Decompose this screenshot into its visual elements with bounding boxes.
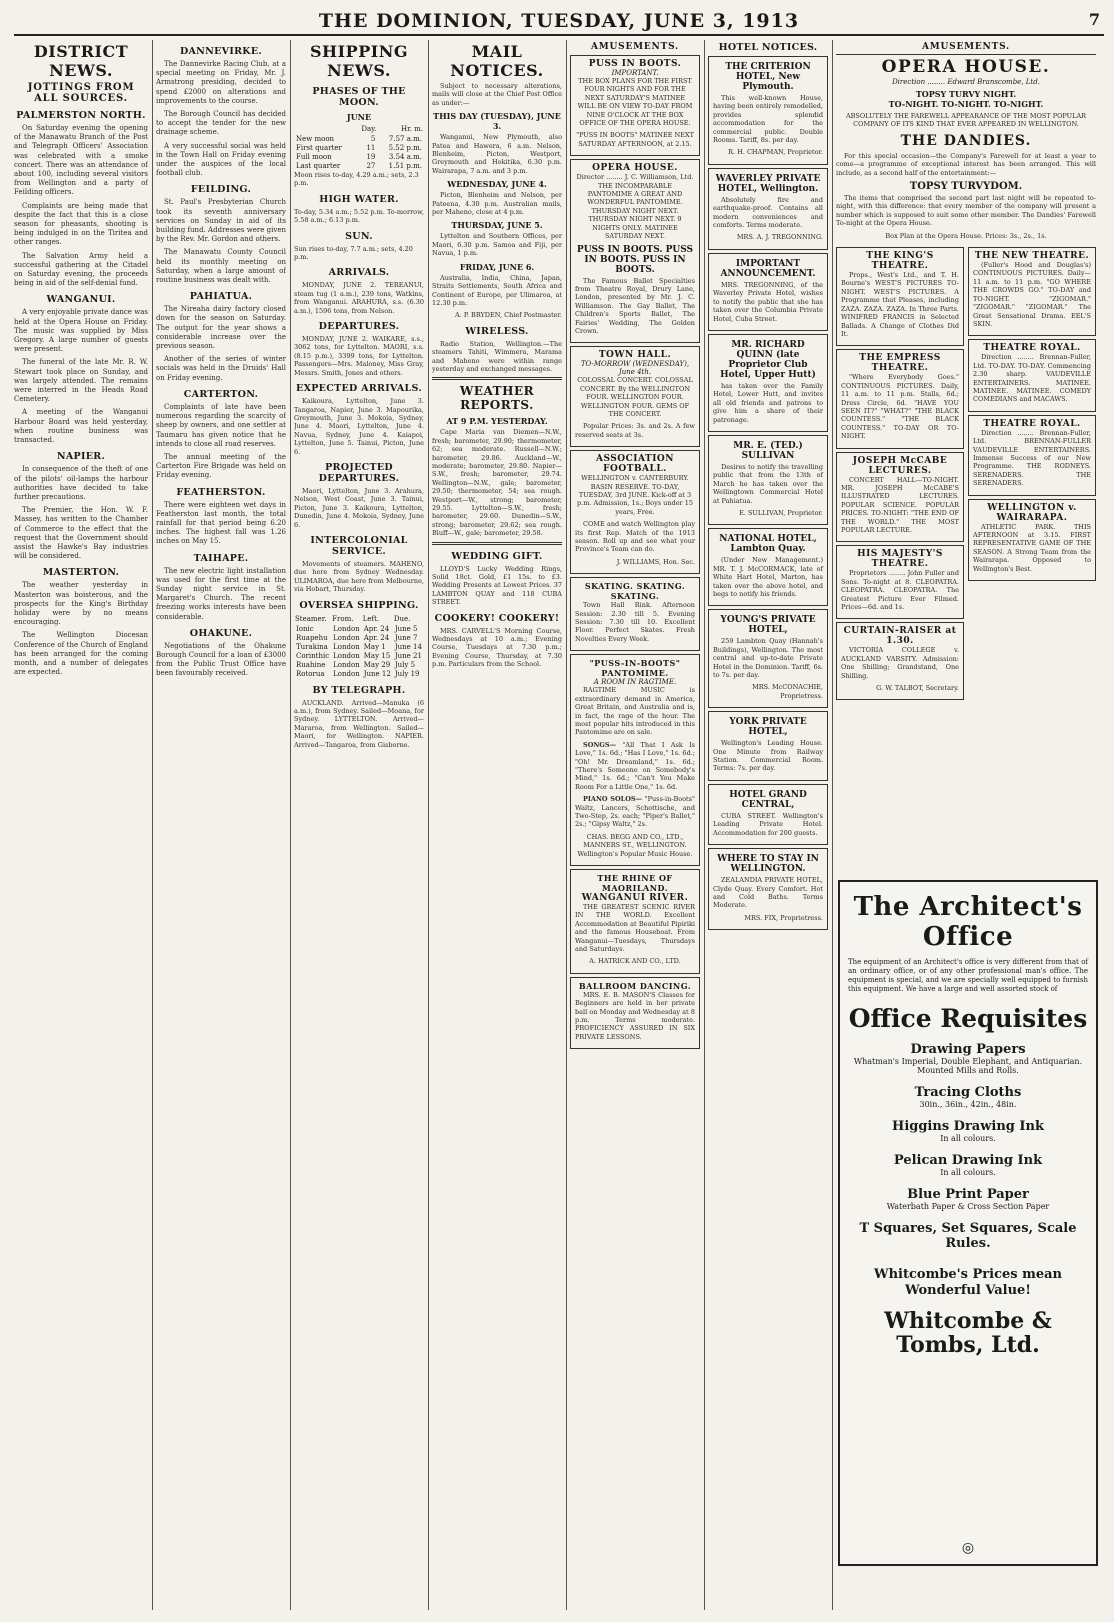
amusements-heading: AMUSEMENTS.	[590, 42, 679, 52]
opera-block	[570, 159, 700, 343]
architect-foot-mark: ◎	[961, 1540, 975, 1556]
hotel-text: This well-known House, having been entirely remodelled, provides splendid accommodation for the commercial public. Double Rooms. Tariff, 8s. per day.	[713, 94, 823, 145]
piano	[575, 795, 695, 829]
town-hall-more: Popular Prices: 3s. and 2s. A few reserved seats at 3s.	[575, 422, 695, 439]
theatre-ad	[836, 452, 964, 543]
opera-farewell: ABSOLUTELY THE FAREWELL APPEARANCE OF THE MOST POPULAR COMPANY OF ITS KIND THAT EVER APPEARED IN WELLINGTON.	[845, 112, 1087, 129]
mail-day-text: Lyttelton and Southern Offices, per Maori, 6.30 p.m. Samoa and Fiji, per Navua, 1 p.m.	[432, 232, 562, 258]
overseas-cell: June 21	[394, 651, 422, 660]
moon-row	[294, 162, 424, 171]
architect-item	[840, 1042, 1096, 1075]
overseas-col-header: From.	[332, 614, 354, 623]
overseas-cell: Apr. 24	[363, 624, 390, 633]
architect-item-sub: Waterbath Paper & Cross Section Paper	[886, 1202, 1050, 1211]
overseas-col-header: Steamer.	[295, 614, 327, 623]
town-hall-text: COLOSSAL CONCERT. COLOSSAL CONCERT. By the WELLINGTON FOUR. WELLINGTON FOUR. WELLINGTON FOUR. GEMS OF THE CONCERT.	[577, 376, 693, 418]
hotel-name: HOTEL GRAND CENTRAL,	[729, 789, 807, 810]
section-title: PAHIATUA.	[189, 291, 253, 303]
theatre-text: Direction ........ Brennan-Fuller, Ltd. BRENNAN-FULLER VAUDEVILLE ENTERTAINERS. Immense Success of our New Programme. THE RODNEYS. SERENADERS. THE SERENADERS.	[973, 428, 1091, 488]
hotel-name: IMPORTANT ANNOUNCEMENT.	[720, 258, 816, 279]
overseas-title: OVERSEA SHIPPING.	[299, 599, 419, 611]
architect-title: The Architect's Office	[853, 892, 1083, 952]
opera-block-text: Director ........ J. C. Williamson, Ltd. THE INCOMPARABLE PANTOMIME A GREAT AND WONDERFUL PANTOMIME. THURSDAY NIGHT NEXT. THURSDAY NIGHT NEXT. 9 NIGHTS ONLY. MATINEE SATURDAY NEXT.	[576, 173, 694, 241]
article-paragraph: Complaints of late have been numerous regarding the scarcity of sheep by owners, and one settler at Taumaru has given notice that he intends to close all road reserves.	[156, 402, 286, 448]
theatre-text: Proprietors ........ John Fuller and Sons. To-night at 8. CLEOPATRA. CLEOPATRA. CLEOPATRA. The Greatest Picture Ever Filmed. Prices—6d. and 1s.	[841, 569, 959, 612]
hotel-sign: R. H. CHAPMAN, Proprietor.	[728, 148, 823, 157]
architect-item-main: Higgins Drawing Ink	[892, 1119, 1044, 1134]
architect-item-main: Pelican Drawing Ink	[893, 1153, 1043, 1168]
overseas-cell: Ruahine	[296, 660, 326, 669]
architect-item	[840, 1153, 1096, 1177]
architect-item	[840, 1221, 1096, 1251]
theatre-title: THEATRE ROYAL.	[983, 418, 1081, 429]
theatre-sign: G. W. TALBOT, Secretary.	[876, 684, 959, 693]
moon-row	[294, 144, 424, 153]
article-paragraph: Negotiations of the Ohakune Borough Council for a loan of £3000 from the Public Trust Office have been favourably received.	[156, 641, 286, 678]
mail-day-text: Australia, India, China, Japan, Straits Settlements, South Africa and Continent of Europe, per Ulimaroa, at 12.30 p.m.	[432, 273, 562, 307]
puss-cast: The Famous Ballet Specialties from Theatre Royal, Drury Lane, London, presented by Mr. J. C. Williamson. The Gay Ballet, The Children's Sports Ballet, The Fairies' Wedding, The Golden Crown.	[575, 276, 695, 335]
mail-day-text: Wanganui, New Plymouth, also Patea and Hawera, 6 a.m. Nelson, Blenheim, Picton, Westport, Greymouth and Hokitika, 6.30 p.m. Wairarapa, 7 a.m. and 3 p.m.	[432, 133, 562, 175]
moon-cell: Full moon	[296, 153, 332, 161]
mail-column	[432, 40, 562, 1610]
projected-title: PROJECTED DEPARTURES.	[318, 461, 400, 484]
overseas-cell: London	[333, 651, 360, 660]
telegraph-title: BY TELEGRAPH.	[312, 684, 406, 696]
telegraph: AUCKLAND. Arrived—Manuka (6 a.m.), from Sydney. Sailed—Moana, for Sydney. LYTTELTON. Arrived—Mararoa, from Wellington. Sailed—Maori, for Wellington. NAPIER. Arrived—Tangaroa, from Gisborne.	[294, 698, 424, 749]
article-paragraph: The Premier, the Hon. W. F. Massey, has written to the Chamber of Commerce to the effect that the request that the Government should assist the Hawke's Bay industries will be considered.	[14, 506, 148, 561]
theatre-column	[836, 40, 1096, 876]
overseas-cell: London	[333, 660, 360, 669]
skating-box	[570, 577, 700, 651]
theatre-ad	[968, 415, 1096, 496]
town-hall-title: TOWN HALL.	[598, 350, 672, 361]
hotel-name: MR. RICHARD QUINN (late Proprietor Club Hotel, Upper Hutt)	[720, 339, 816, 380]
theatre-text: CONCERT HALL—TO-NIGHT. MR. JOSEPH McCABE'S ILLUSTRATED LECTURES. POPULAR SCIENCE. POPULAR PRICES. TO-NIGHT: "THE END OF THE WORLD." THE MOST POPULAR LECTURE.	[841, 475, 959, 534]
town-hall-sub: TO-MORROW (WEDNESDAY), June 4th.	[580, 360, 690, 377]
overseas-cell: July 19	[394, 669, 420, 678]
theatre-title: THE NEW THEATRE.	[974, 251, 1090, 262]
section-title: FEATHERSTON.	[176, 486, 266, 498]
section-title: OHAKUNE.	[189, 627, 253, 639]
overseas-cell: July 5	[394, 660, 416, 669]
overseas-cell: Ionic	[296, 624, 314, 633]
songs-list: "All That I Ask Is Love," 1s. 6d.; "Has I Love," 1s. 6d.; "Oh! Mr. Dreamland," 1s. 6d.; "There's Someone on Somebody's Mind," 1s. 6d.; "Can't You Make Room For a Little One," 1s. 6d.	[575, 740, 695, 791]
overseas-cell: Ruapehu	[296, 633, 328, 642]
overseas-cell: London	[333, 642, 360, 651]
river-sub: WANGANUI RIVER.	[581, 893, 689, 903]
mail-day-title: WEDNESDAY, JUNE 4.	[447, 179, 547, 190]
overseas-row	[294, 643, 424, 652]
opera-plans: Box Plan at the Opera House. Prices: 3s., 2s., 1s.	[885, 231, 1047, 240]
river-text: THE GREATEST SCENIC RIVER IN THE WORLD. Excellent Accommodation at Beautiful Pipiriki and the famous Houseboat. From Wanganui—Tuesdays, Thursdays and Saturdays.	[575, 903, 695, 954]
moon-cell: New moon	[296, 135, 335, 143]
opera-line-2: TO-NIGHT. TO-NIGHT. TO-NIGHT.	[888, 99, 1044, 109]
section-title: NAPIER.	[56, 451, 106, 463]
theatre-text: (Fuller's Hood and Douglas's) CONTINUOUS PICTURES. Daily—11 a.m. to 11 p.m. "GO WHERE THE CROWDS GO." TO-DAY and TO-NIGHT. "ZIGOMAR." "ZIGOMAR." "ZIGOMAR." The Great Sensational Drama. EEL'S SKIN.	[973, 261, 1091, 328]
wedding-text: LLOYD'S Lucky Wedding Rings, Solid 18ct. Gold, £1 15s. to £3. Wedding Presents at Lowest Prices. 37 LAMBTON QUAY and 118 CUBA STREET.	[432, 564, 562, 607]
mail-days	[432, 111, 562, 307]
architect-items	[840, 1042, 1096, 1251]
hotel-text: ZEALANDIA PRIVATE HOTEL, Clyde Quay. Every Comfort. Hot and Cold Baths. Terms Moderate.	[713, 876, 823, 910]
theatre-grid	[836, 244, 1096, 703]
hotel-text: (Under New Management.) MR. T. J. McCORMACK, late of White Hart Hotel, Marton, has taken over the above hotel, and begs to notify his friends.	[713, 556, 823, 598]
football-title: ASSOCIATION FOOTBALL.	[596, 454, 674, 475]
hotel-name: NATIONAL HOTEL, Lambton Quay.	[719, 534, 817, 555]
hotel-sign: MRS. A. J. TREGONNING.	[736, 233, 823, 242]
theatre-text: VICTORIA COLLEGE v. AUCKLAND VARSITY. Admission: One Shilling; Grandstand, One Shilling.	[841, 646, 959, 680]
moon-cell: First quarter	[296, 144, 342, 152]
puss2-box	[570, 654, 700, 866]
architect-intro: The equipment of an Architect's office is very different from that of an ordinary office, or of any other professional man's office. The equipment is special, and we are specially well equipped to furnish this equipment. We have a large and well assorted stock of	[848, 958, 1088, 993]
mail-heading: MAIL NOTICES.	[450, 42, 544, 80]
overseas-cell: Corinthic	[296, 651, 330, 660]
dandies-title: THE DANDIES.	[900, 132, 1032, 149]
football-text: WELLINGTON v. CANTERBURY. BASIN RESERVE. TO-DAY, TUESDAY, 3rd JUNE. Kick-off at 3 p.m. Admission, 1s.; Boys under 15 years, Free.	[577, 474, 693, 516]
weather-text: Cape Maria van Diemen—N.W., fresh; barometer, 29.90; thermometer, 62; sea moderate. Russell—N.W.; barometer, 29.86. Auckland—W., moderate; barometer, 29.80. Napier—S.W., fresh; barometer, 29.74. Wellington—N.W., gale; barometer, 29.50; thermometer, 54; sea rough. Westport—W., strong; barometer, 29.55. Lyttelton—S.W., fresh; barometer, 29.60. Dunedin—S.W., strong; barometer, 29.62; sea rough. Bluff—W., gale; barometer, 29.58.	[432, 428, 562, 538]
intercol-title: INTERCOLONIAL SERVICE.	[310, 534, 408, 557]
article-paragraph: The Salvation Army held a successful gathering at the Citadel on Saturday evening, the proceeds being in aid of the self-denial fund.	[14, 251, 148, 288]
theatre-title: THE KING'S THEATRE.	[866, 251, 934, 272]
puss-sub: IMPORTANT.	[611, 69, 659, 77]
football-more: COME and watch Wellington play its first Rep. Match of the 1913 season. Roll up and see what your Province's Team can do.	[575, 520, 695, 554]
architect-item-main: T Squares, Set Squares, Scale Rules.	[859, 1221, 1077, 1251]
puss-matinee: "PUSS IN BOOTS" MATINEE NEXT SATURDAY AFTERNOON, at 2.15.	[576, 131, 694, 148]
theatre-ad	[836, 247, 964, 346]
overseas-cell: May 1	[363, 642, 386, 651]
district-news-column	[14, 40, 148, 1610]
hotel-text: 259 Lambton Quay (Hannah's Buildings), Wellington. The most central and up-to-date Private Hotel in the Dominion. Tariff, 6s. to 7s. per day.	[713, 637, 823, 680]
opera-director: Direction ........ Edward Branscombe, Ltd.	[892, 78, 1040, 86]
hotel-text: MRS. TREGONNING, of the Waverley Private Hotel, wishes to notify the public that she has taken over the Columbia Private Hotel, Cuba Street.	[713, 280, 823, 323]
skating-text: Town Hall Rink. Afternoon Session: 2.30 till 5. Evening Session: 7.30 till 10. Excellent Floor. Perfect Skates. Fresh Novelties Every Week.	[575, 601, 695, 643]
intercol: Movements of steamers. MAHENO, due here from Sydney Wednesday. ULIMAROA, due here from Melbourne, via Hobart, Thursday.	[294, 559, 424, 594]
hotel-name: YOUNG'S PRIVATE HOTEL,	[720, 615, 816, 636]
piano-list: "Puss-in-Boots" Waltz, Lancers, Schottische, and Two-Step, 2s. each; "Piper's Ballet," 2s.; "Gipsy Waltz," 2s.	[575, 795, 695, 829]
architect-item-sub: Whatman's Imperial, Double Elephant, and Antiquarian. Mounted Mills and Rolls.	[853, 1057, 1083, 1075]
section-title: DANNEVIRKE.	[179, 46, 263, 57]
mail-day-title: FRIDAY, JUNE 6.	[459, 261, 535, 272]
moon-cell: 19	[366, 153, 376, 161]
article-paragraph: The Borough Council has decided to accept the tender for the new drainage scheme.	[156, 110, 286, 137]
amusements-column	[570, 40, 700, 1610]
moon-rise: Moon rises to-day, 4.29 a.m.; sets, 2.3 p.m.	[294, 171, 419, 188]
moon-cell: 5	[370, 135, 376, 143]
mail-day-title: THIS DAY (TUESDAY), JUNE 3.	[433, 111, 561, 132]
hotel-text: has taken over the Family Hotel, Lower Hutt, and invites all old friends and patrons to give him a share of their patronage.	[713, 381, 823, 424]
opera-block-title: OPERA HOUSE.	[592, 163, 678, 174]
architect-item-sub: In all colours.	[940, 1134, 996, 1143]
hotel-notice	[708, 334, 828, 432]
architect-item	[840, 1187, 1096, 1211]
theatre-col-a	[836, 244, 964, 703]
arrivals: MONDAY, JUNE 2. TEREANUI, steam tug (1 a.m.), 239 tons, Watkins, from Wanganui. ARAHURA, s.s. (6.30 a.m.), 1596 tons, from Nelson.	[294, 281, 424, 315]
hotel-name: WAVERLEY PRIVATE HOTEL, Wellington.	[715, 173, 821, 194]
article-paragraph: The weather yesterday in Masterton was boisterous, and the prospects for the King's Birthday holiday were by no means encouraging.	[14, 581, 148, 627]
hotel-sign: MRS. FIX, Proprietress.	[744, 913, 823, 922]
mail-day-text: Picton, Blenheim and Nelson, per Pateena, 4.30 p.m. Australian mails, per Maheno, close at 4 p.m.	[432, 191, 562, 217]
overseas-cell: Apr. 24	[363, 633, 390, 642]
moon-row	[294, 153, 424, 162]
moon-cell: 27	[366, 162, 376, 170]
hotel-notice	[708, 56, 828, 165]
office-requisites: Office Requisites	[848, 1004, 1088, 1033]
overseas-row	[294, 625, 424, 634]
sun-title: SUN.	[345, 230, 373, 242]
piano-title: PIANO SOLOS—	[583, 795, 643, 804]
moon-cell: 1.51 p.m.	[388, 162, 422, 170]
section-title: CARTERTON.	[183, 388, 259, 400]
theatre-title: THE EMPRESS THEATRE.	[859, 353, 941, 374]
theatre-text: Props., West's Ltd., and T. H. Bourne's WEST'S PICTURES TO-NIGHT. WEST'S PICTURES. A Programme that Pleases, including ZAZA. ZAZA. ZAZA. In Three Parts. WINIFRED FRANCIS in Selected Ballads. A Change of Clothes Did It.	[841, 271, 959, 338]
moon-col-day: Day.	[361, 125, 377, 133]
theatre-ad	[836, 349, 964, 448]
town-hall-box	[570, 346, 700, 447]
article-paragraph: The Nireaha dairy factory closed down for the season on Saturday. The output for the year shows a considerable increase over the previous season.	[156, 305, 286, 351]
moon-cell: 3.54 a.m.	[388, 153, 422, 161]
overseas-cell: June 12	[363, 669, 391, 678]
mail-day-title: THURSDAY, JUNE 5.	[451, 220, 543, 231]
moon-cell: 11	[366, 144, 376, 152]
opera-title: OPERA HOUSE.	[881, 57, 1051, 77]
cookery-title: COOKERY! COOKERY!	[434, 612, 560, 624]
hotel-notice	[708, 528, 828, 606]
moon-month: JUNE	[346, 112, 372, 122]
architect-item-sub: In all colours.	[940, 1168, 996, 1177]
hotel-text: Wellington's Leading House. One Minute from Railway Station. Commercial Room. Terms: 7s. per day.	[713, 739, 823, 773]
theatre-title: WELLINGTON v. WAIRARAPA.	[987, 502, 1077, 523]
article-paragraph: A meeting of the Wanganui Harbour Board was held yesterday, when routine business was transacted.	[14, 408, 148, 445]
overseas-row	[294, 634, 424, 643]
expected-title: EXPECTED ARRIVALS.	[296, 383, 422, 395]
overseas-cell: May 29	[363, 660, 391, 669]
district-news-column-2	[156, 40, 286, 1610]
ballroom-text: MRS. E. B. MASON'S Classes for Beginners are held in her private ball on Monday and Wednesday at 8 p.m. Terms moderate. PROFICIENCY ASSURED IN SIX PRIVATE LESSONS.	[575, 990, 695, 1041]
overseas-table	[294, 614, 424, 679]
overseas-col-header: Left.	[362, 614, 380, 623]
overseas-col-header: Due.	[393, 614, 411, 623]
theatre-title: JOSEPH McCABE LECTURES.	[852, 455, 948, 476]
architect-item	[840, 1085, 1096, 1109]
puss-text: THE BOX PLANS FOR THE FIRST FOUR NIGHTS AND FOR THE NEXT SATURDAY'S MATINEE WILL BE ON VIEW TO-DAY FROM NINE O'CLOCK AT THE BOX OFFICE OF THE OPERA HOUSE.	[577, 77, 693, 128]
overseas-cell: London	[333, 624, 360, 633]
shipping-column	[294, 40, 424, 1610]
article-paragraph: There were eighteen wet days in Featherston last month, the total rainfall for that period being 6.20 inches. The highest fall was 1.26 inches on May 15.	[156, 500, 286, 546]
hotel-notice	[708, 609, 828, 708]
mail-signoff: A. P. BRYDEN, Chief Postmaster.	[455, 311, 562, 320]
theatre-title: THEATRE ROYAL.	[983, 343, 1081, 354]
theatre-text: ATHLETIC PARK. THIS AFTERNOON at 3.15. FIRST REPRESENTATIVE GAME OF THE SEASON. A Strong Team from the Wairarapa. Opposed to Wellington's Best.	[973, 522, 1091, 573]
article-paragraph: In consequence of the theft of one of the pilots' oil-lamps the harbour authorities have decided to take further precautions.	[14, 465, 148, 501]
mail-intro: Subject to necessary alterations, mails will close at the Chief Post Office as under:—	[432, 82, 562, 107]
theatre-ad	[968, 339, 1096, 411]
masthead-title: THE DOMINION, TUESDAY, JUNE 3, 1913	[318, 10, 800, 32]
article-paragraph: The Manawatu County Council held its monthly meeting on Saturday, when a large amount of routine business was dealt with.	[156, 248, 286, 285]
departures: MONDAY, JUNE 2. WAIKARE, s.s., 3062 tons, for Lyttelton. MAORI, s.s. (8.15 p.m.), 3399 tons, for Lyttelton. Passengers—Mrs. Maloney, Miss Gray, Messrs. Smith, Jones and others.	[294, 335, 424, 377]
moon-cell: 5.52 p.m.	[388, 144, 422, 152]
hotel-name: THE CRITERION HOTEL, New Plymouth.	[725, 62, 811, 92]
theatre-text: Direction ........ Brennan-Fuller, Ltd. TO-DAY. TO-DAY. Commencing 2.30 sharp. VAUDEVILLE ENTERTAINERS. MATINEE. MATINEE. MATINEE. COMEDY COMEDIANS and MACAWS.	[973, 353, 1091, 404]
arrivals-title: ARRIVALS.	[328, 267, 390, 279]
high-water-title: HIGH WATER.	[319, 193, 399, 205]
article-paragraph: Complaints are being made that despite the fact that this is a close season for pheasants, shooting is being indulged in on the Tiritea and other ranges.	[14, 201, 148, 247]
article-paragraph: The new electric light installation was used for the first time at the Sunday night service in St. Margaret's Church. The recent freezing works interests have been considerable.	[156, 566, 286, 621]
topsy-title: TOPSY TURVYDOM.	[909, 181, 1023, 193]
wireless-title: WIRELESS.	[465, 325, 529, 337]
hotel-sign: MRS. McCONACHIE, Proprietress.	[752, 683, 823, 700]
theatre-title: CURTAIN-RAISER at 1.30.	[843, 626, 957, 647]
article-paragraph: St. Paul's Presbyterian Church took its seventh anniversary services on Sunday in aid of its building fund. Addresses were given by the Rev. Mr. Gordon and others.	[156, 198, 286, 244]
article-paragraph: The funeral of the late Mr. R. W. Stewart took place on Sunday, and was largely attended. The remains were interred in the Heads Road Cemetery.	[14, 358, 148, 404]
architect-brand: Whitcombe & Tombs, Ltd.	[884, 1308, 1052, 1358]
ballroom-title: BALLROOM DANCING.	[578, 980, 692, 991]
article-paragraph: The annual meeting of the Carterton Fire Brigade was held on Friday evening.	[156, 452, 286, 480]
music-house: CHAS. BEGG AND CO., LTD., MANNERS ST., WELLINGTON. Wellington's Popular Music House.	[577, 832, 693, 858]
overseas-row	[294, 652, 424, 661]
hotel-text: Absolutely fire and earthquake-proof. Contains all modern conveniences and comforts. Terms moderate.	[713, 195, 823, 230]
article-paragraph: Another of the series of winter socials was held in the Druids' Hall on Friday evening.	[156, 355, 286, 382]
songs-title: SONGS—	[583, 740, 617, 749]
overseas-row	[294, 670, 424, 679]
skating-title: SKATING. SKATING. SKATING.	[584, 581, 686, 602]
weather-title: WEATHER REPORTS.	[459, 384, 535, 413]
hotel-name: YORK PRIVATE HOTEL,	[729, 717, 807, 738]
article-paragraph: The Dannevirke Racing Club, at a special meeting on Friday, Mr. J. Armstrong presiding, decided to spend £2000 on alterations and improvements to the course.	[156, 60, 286, 105]
architect-item-main: Tracing Cloths	[914, 1085, 1022, 1100]
theatre-col-b	[968, 244, 1096, 703]
overseas-cell: June 7	[394, 633, 418, 642]
overseas-cell: June 5	[394, 624, 418, 633]
hotel-text: CUBA STREET. Wellington's Leading Private Hotel. Accommodation for 200 guests.	[713, 811, 823, 837]
overseas-cell: London	[333, 633, 360, 642]
architect-tagline: Whitcombe's Prices mean Wonderful Value!	[873, 1267, 1063, 1298]
article-paragraph: On Saturday evening the opening of the Manawatu Branch of the Post and Telegraph Officers' Association was celebrated with a smoke concert. There was an attendance of about 100, including several visitors from Wellington and a party of Feilding officers.	[14, 124, 148, 197]
theatre-ad	[836, 622, 964, 700]
architect-item-main: Blue Print Paper	[907, 1187, 1029, 1202]
departures-title: DEPARTURES.	[318, 321, 400, 333]
topsy-text: The items that comprised the second part last night will be repeated to-night, with this difference: that every member of the company will present a number which is supposed to suit some other member. The Dandies' Farewell To-night at the Opera House.	[836, 194, 1096, 228]
hotel-sign: E. SULLIVAN, Proprietor.	[739, 508, 823, 517]
puss-repeat: PUSS IN BOOTS. PUSS IN BOOTS. PUSS IN BOOTS.	[576, 244, 694, 275]
section-title: FEILDING.	[190, 184, 252, 196]
high-water: To-day, 5.34 a.m.; 5.52 p.m. To-morrow, 5.58 a.m.; 6.13 p.m.	[294, 207, 424, 225]
wireless: Radio Station, Wellington.—The steamers Tahiti, Wimmera, Marama and Maheno were within range yesterday and exchanged messages.	[432, 339, 562, 373]
wedding-title: WEDDING GIFT.	[451, 550, 543, 562]
puss2-sub: A ROOM IN RAGTIME.	[593, 678, 677, 687]
hotel-name: MR. E. (TED.) SULLIVAN	[733, 440, 803, 461]
hotel-notice	[708, 711, 828, 781]
moon-title: PHASES OF THE MOON.	[312, 86, 406, 108]
section-title: MASTERTON.	[42, 567, 120, 579]
expected: Kaikoura, Lyttelton, June 3. Tangaroa, Napier, June 3. Mapourika, Greymouth, June 3. Mokoia, Sydney, June 4. Maori, Lyttelton, June 4. Navua, Sydney, June 4. Kaiapoi, Lyttelton, June 5. Tainui, Picton, June 6.	[294, 397, 424, 456]
hotel-notice	[708, 435, 828, 525]
cookery-text: MRS. CARVELL'S Morning Course, Wednesdays at 10 a.m.; Evening Course, Tuesdays at 7.30 p.m.; Evening Course, Thursday, at 7.30 p.m. Particulars from the School.	[432, 626, 562, 669]
theatre-title: HIS MAJESTY'S THEATRE.	[857, 549, 943, 570]
hotel-notice	[708, 848, 828, 930]
hotels-heading: HOTEL NOTICES.	[718, 42, 818, 53]
section-title: PALMERSTON NORTH.	[16, 110, 146, 121]
architect-item-sub: 30in., 36in., 42in., 48in.	[919, 1100, 1017, 1109]
overseas-cell: May 15	[363, 651, 391, 660]
hotel-name: WHERE TO STAY IN WELLINGTON.	[717, 854, 819, 875]
theatre-ad	[968, 247, 1096, 336]
district-heading: DISTRICT NEWS.	[33, 42, 129, 80]
river-title: THE RHINE OF MAORILAND.	[597, 873, 673, 893]
overseas-cell: Rotorua	[296, 669, 325, 678]
architect-item	[840, 1119, 1096, 1143]
architect-office-ad	[838, 880, 1098, 1566]
hotel-list	[708, 56, 828, 930]
river-sign: A. HATRICK AND CO., LTD.	[589, 957, 681, 966]
overseas-cell: June 14	[394, 642, 422, 651]
football-sign: J. WILLIAMS, Hon. Sec.	[616, 557, 695, 566]
puss-box	[570, 55, 700, 156]
puss2-title: "PUSS-IN-BOOTS" PANTOMIME.	[589, 658, 681, 679]
moon-cell: Last quarter	[296, 162, 341, 170]
opera-line-1: TOPSY TURVY NIGHT.	[915, 89, 1017, 99]
overseas-row	[294, 661, 424, 670]
article-paragraph: A very enjoyable private dance was held at the Opera House on Friday. The music was supplied by Miss Gregory. A large number of guests were present.	[14, 308, 148, 354]
theatre-ad	[968, 499, 1096, 581]
section-title: WANGANUI.	[46, 294, 116, 306]
article-paragraph: The Wellington Diocesan Conference of the Church of England has been arranged for the coming month, and a number of delegates are expected.	[14, 631, 148, 677]
puss-title: PUSS IN BOOTS.	[588, 59, 682, 69]
district-sections	[14, 110, 148, 677]
football-box	[570, 450, 700, 574]
overseas-cell: Turakina	[296, 642, 328, 651]
sun: Sun rises to-day, 7.7 a.m.; sets, 4.20 p.m.	[294, 244, 413, 262]
shipping-heading: SHIPPING NEWS.	[310, 42, 408, 80]
river-box	[570, 869, 700, 974]
songs	[575, 741, 695, 791]
hotels-column	[708, 40, 828, 1610]
theatre-text: "Where Everybody Goes." CONTINUOUS PICTURES. Daily, 11 a.m. to 11 p.m. Stalls, 6d.; Dress Circle, 6d. "HAVE YOU SEEN IT?" "WHAT?" "THE BLACK COUNTESS." "THE BLACK COUNTESS." TO-DAY OR TO-NIGHT.	[841, 373, 959, 441]
hotel-text: Desires to notify the travelling public that from the 13th of March he has taken over the Wellingtown Commercial Hotel at Pahiatua.	[713, 462, 823, 505]
moon-col-time: Hr. m.	[401, 125, 423, 133]
projected: Maori, Lyttelton, June 3. Arahura, Nelson, West Coast, June 3. Tainui, Picton, June 3. Kaikoura, Lyttelton, Dunedin, June 4. Mokoia, Sydney, June 6.	[294, 486, 424, 529]
masthead	[14, 8, 1104, 36]
hotel-notice	[708, 784, 828, 845]
district-subheading: JOTTINGS FROM ALL SOURCES.	[27, 82, 135, 104]
moon-cell: 7.57 a.m.	[388, 135, 422, 143]
article-paragraph: A very successful social was held in the Town Hall on Friday evening under the auspices of the local football club.	[156, 141, 286, 178]
hotel-notice	[708, 168, 828, 250]
puss2-text: RAGTIME MUSIC is extraordinary demand in America, Great Britain, and Australia and is, in fact, the rage of the hour. The most popular hits introduced in this Pantomime are on sale.	[575, 686, 695, 737]
architect-item-main: Drawing Papers	[910, 1042, 1026, 1057]
opera-strip: AMUSEMENTS.	[836, 42, 1096, 55]
theatre-ad	[836, 545, 964, 619]
section-title: TAIHAPE.	[193, 552, 249, 564]
page-number: 7	[1088, 10, 1100, 29]
opera-intro: For this special occasion—the Company's Farewell for at least a year to come—a programme of exceptional interest has been arranged. This will include, as a second half of the entertainment:—	[836, 151, 1096, 177]
moon-table	[294, 124, 424, 171]
weather-sub: AT 9 P.M. YESTERDAY.	[446, 416, 548, 427]
overseas-cell: London	[333, 669, 360, 678]
moon-row	[294, 135, 424, 144]
district2-sections	[156, 46, 286, 679]
hotel-notice	[708, 253, 828, 331]
ballroom-box	[570, 977, 700, 1049]
